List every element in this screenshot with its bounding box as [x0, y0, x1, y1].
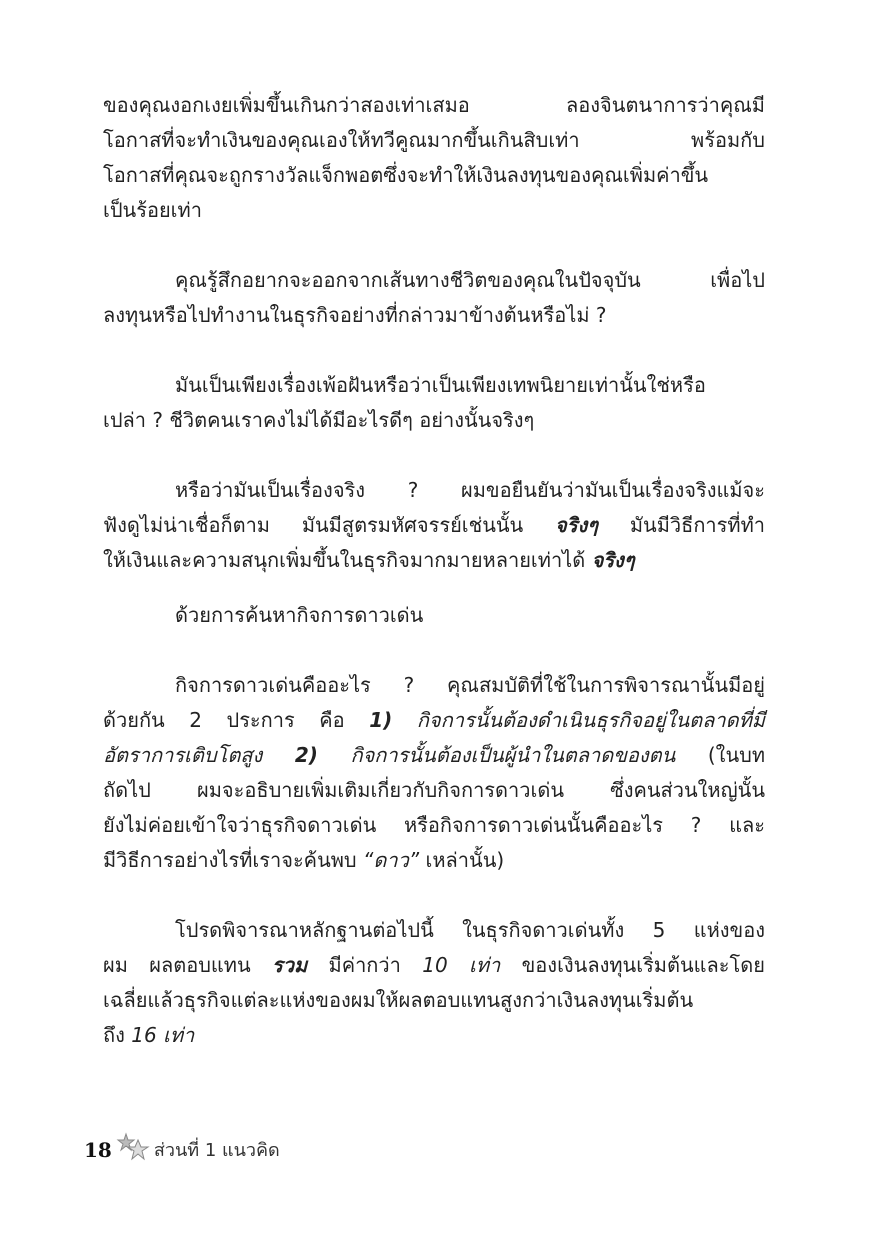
text-run: ผม ผลตอบแทน — [103, 953, 273, 977]
paragraph-line — [175, 913, 765, 947]
text-run: มันเป็นเพียงเรื่องเพ้อฝันหรือว่าเป็นเพียงเทพนิยายเท่านั้นใช่หรือ — [175, 373, 706, 397]
text-run: ถึง — [103, 1023, 132, 1047]
text-run: ด้วยกัน 2 ประการ คือ — [103, 708, 370, 732]
emphasized-text: “ดาว” — [362, 848, 420, 872]
paragraph-line — [103, 543, 765, 577]
paragraph-line — [103, 738, 765, 772]
emphasized-text: จริงๆ — [555, 513, 599, 537]
emphasized-text: 16 เท่า — [131, 1023, 195, 1047]
text-run: ของคุณงอกเงยเพิ่มขึ้นเกินกว่าสองเท่าเสมอ ลองจินตนาการว่าคุณมี — [103, 93, 765, 117]
emphasized-text: รวม — [272, 953, 308, 977]
text-run: โปรดพิจารณาหลักฐานต่อไปนี้ ในธุรกิจดาวเด่นทั้ง 5 แห่งของ — [175, 918, 765, 942]
paragraph-line — [103, 843, 765, 877]
text-run: เปล่า ? ชีวิตคนเราคงไม่ได้มีอะไรดีๆ อย่างนั้นจริงๆ — [103, 408, 535, 432]
text-run: ยังไม่ค่อยเข้าใจว่าธุรกิจดาวเด่น หรือกิจการดาวเด่นนั้นคืออะไร ? และ — [103, 813, 765, 837]
paragraph-line — [103, 773, 765, 807]
paragraph-line — [175, 598, 765, 632]
emphasized-text: อัตราการเติบโตสูง — [103, 743, 295, 767]
emphasized-text: 1) — [369, 708, 393, 732]
page-number: 18 — [84, 1137, 112, 1162]
paragraph-line — [103, 508, 765, 542]
text-run: มีค่ากว่า — [307, 953, 423, 977]
stars-icon — [116, 1132, 150, 1167]
text-run: เหล่านั้น) — [419, 848, 505, 872]
paragraph-line — [175, 263, 765, 297]
paragraph-line — [103, 88, 765, 122]
paragraph-line — [103, 983, 765, 1017]
paragraph-line — [103, 1018, 765, 1052]
text-run: ฟังดูไม่น่าเชื่อก็ตาม มันมีสูตรมหัศจรรย์เช่นนั้น — [103, 513, 556, 537]
text-run: ของเงินลงทุนเริ่มต้นและโดย — [500, 953, 765, 977]
text-run: โอกาสที่จะทำเงินของคุณเองให้ทวีคูณมากขึ้นเกินสิบเท่า พร้อมกับ — [103, 128, 765, 152]
text-run: มันมีวิธีการที่ทำ — [598, 513, 766, 537]
paragraph-line — [103, 403, 765, 437]
emphasized-text: 2) — [294, 743, 318, 767]
text-run: คุณรู้สึกอยากจะออกจากเส้นทางชีวิตของคุณในปัจจุบัน เพื่อไป — [175, 268, 765, 292]
paragraph-line — [103, 193, 765, 227]
text-run: เฉลี่ยแล้วธุรกิจแต่ละแห่งของผมให้ผลตอบแทนสูงกว่าเงินลงทุนเริ่มต้น — [103, 988, 694, 1012]
text-run: (ในบท — [675, 743, 766, 767]
emphasized-text: กิจการนั้นต้องเป็นผู้นำในตลาดของตน — [317, 743, 676, 767]
text-run: ถัดไป ผมจะอธิบายเพิ่มเติมเกี่ยวกับกิจการดาวเด่น ซึ่งคนส่วนใหญ่นั้น — [103, 778, 765, 802]
text-run: เป็นร้อยเท่า — [103, 198, 202, 222]
text-run: ลงทุนหรือไปทำงานในธุรกิจอย่างที่กล่าวมาข้างต้นหรือไม่ ? — [103, 303, 607, 327]
text-run: ให้เงินและความสนุกเพิ่มขึ้นในธุรกิจมากมายหลายเท่าได้ — [103, 548, 592, 572]
emphasized-text: กิจการนั้นต้องดำเนินธุรกิจอยู่ในตลาดที่มี — [392, 708, 765, 732]
paragraph-line — [175, 368, 765, 402]
text-run: โอกาสที่คุณจะถูกรางวัลแจ็กพอตซึ่งจะทำให้เงินลงทุนของคุณเพิ่มค่าขึ้น — [103, 163, 709, 187]
text-run: หรือว่ามันเป็นเรื่องจริง ? ผมขอยืนยันว่ามันเป็นเรื่องจริงแม้จะ — [175, 478, 765, 502]
paragraph-line — [103, 808, 765, 842]
text-run: กิจการดาวเด่นคืออะไร ? คุณสมบัติที่ใช้ในการพิจารณานั้นมีอยู่ — [175, 673, 765, 697]
paragraph-line — [175, 668, 765, 702]
paragraph-line — [175, 473, 765, 507]
text-run: มีวิธีการอย่างไรที่เราจะค้นพบ — [103, 848, 363, 872]
text-run: ด้วยการค้นหากิจการดาวเด่น — [175, 603, 424, 627]
paragraph-line — [103, 948, 765, 982]
emphasized-text: 10 เท่า — [422, 953, 501, 977]
page-footer — [84, 1132, 280, 1167]
paragraph-line — [103, 158, 765, 192]
paragraph-line — [103, 298, 765, 332]
emphasized-text: จริงๆ — [591, 548, 635, 572]
section-title: ส่วนที่ 1 แนวคิด — [153, 1140, 280, 1161]
paragraph-line — [103, 123, 765, 157]
paragraph-line — [103, 703, 765, 737]
